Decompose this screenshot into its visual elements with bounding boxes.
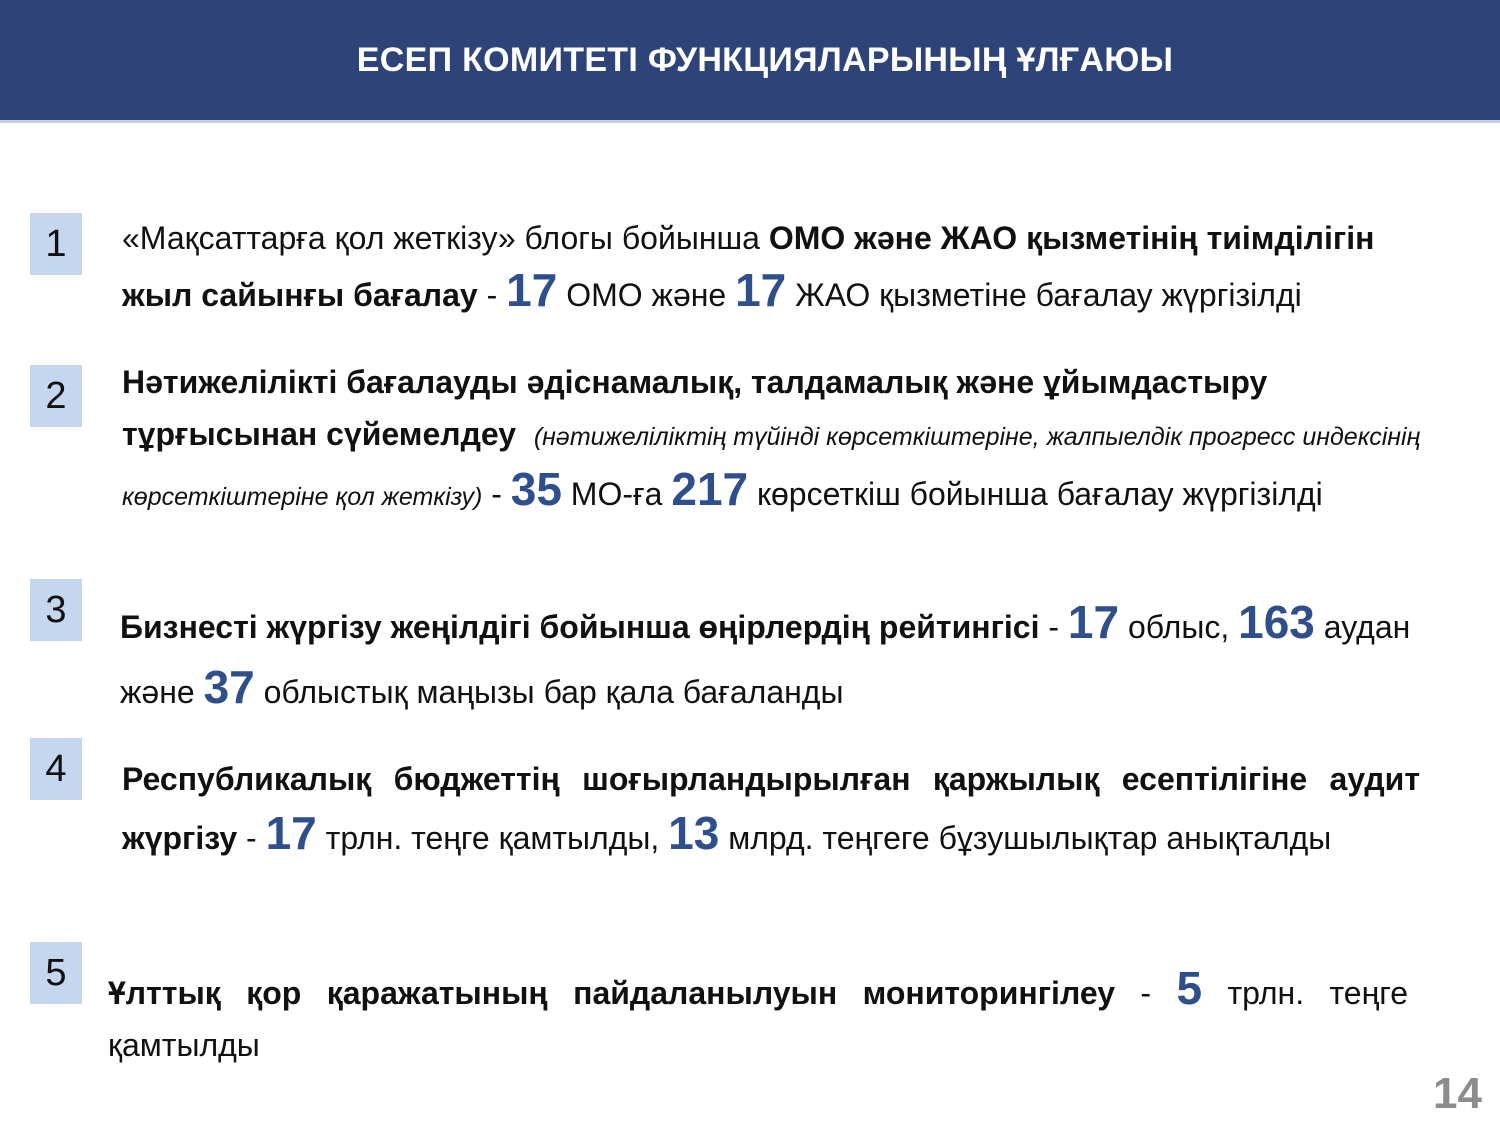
highlight-number: 17: [506, 264, 558, 316]
item-number-badge: 1: [30, 213, 82, 275]
slide-title: ЕСЕП КОМИТЕТІ ФУНКЦИЯЛАРЫНЫҢ ҰЛҒАЮЫ: [356, 40, 1174, 79]
list-item: Бизнесті жүргізу жеңілдігі бойынша өңірлердің рейтингісі - 17 облыс, 163 аудан және 37 облыстық маңызы бар қала бағаланды: [120, 596, 1411, 713]
list-item: Нәтижелілікті бағалауды әдіснамалық, талдамалық және ұйымдастыру тұрғысынан сүйемелдеу (нәтижеліліктің түйінді көрсеткіштеріне, жалпыелдік прогресс индексінің көрсеткіштеріне қол жеткізу) - 35 МО-ға 217 көрсеткіш бойынша бағалау жүргізілді: [122, 364, 1421, 515]
list-item: «Мақсаттарға қол жеткізу» блогы бойынша ОМО және ЖАО қызметінің тиімділігін жыл сайынғы бағалау - 17 ОМО және 17 ЖАО қызметіне бағалау жүргізілді: [122, 220, 1375, 316]
item-italic-note: (нәтижеліліктің түйінді көрсеткіштеріне, жалпыелдік прогресс индексінің көрсеткіштеріне қол жеткізу): [122, 423, 1421, 511]
item-bold-text: Ұлттық қор қаражатының пайдаланылуын мониторингілеу: [108, 975, 1116, 1011]
item-bold-text: Бизнесті жүргізу жеңілдігі бойынша өңірлердің рейтингісі: [120, 609, 1040, 645]
highlight-number: 217: [671, 463, 749, 515]
list-item: Ұлттық қор қаражатының пайдаланылуын мониторингілеу - 5 трлн. теңге қамтылды: [108, 962, 1409, 1063]
item-number-badge: 5: [30, 942, 82, 1004]
highlight-number: 5: [1176, 962, 1203, 1014]
slide-header: [0, 0, 1500, 123]
item-number-badge: 3: [30, 579, 82, 641]
highlight-number: 17: [1067, 596, 1120, 648]
highlight-number: 17: [735, 264, 787, 316]
item-number-badge: 2: [30, 365, 82, 427]
item-bold-text: Республикалық бюджеттің шоғырландырылған қаржылық есептілігіне аудит жүргізу: [122, 761, 1420, 856]
highlight-number: 13: [668, 807, 720, 859]
page-number: 14: [1433, 1069, 1482, 1118]
highlight-number: 37: [203, 661, 255, 713]
list-item: Республикалық бюджеттің шоғырландырылған қаржылық есептілігіне аудит жүргізу - 17 трлн. теңге қамтылды, 13 млрд. теңгеге бұзушылықтар анықталды: [122, 761, 1420, 859]
highlight-number: 17: [265, 807, 317, 859]
item-bold-text: ОМО және ЖАО қызметінің тиімділігін жыл сайынғы бағалау: [122, 220, 1375, 313]
item-number-badge: 4: [30, 738, 82, 800]
highlight-number: 163: [1238, 596, 1315, 648]
highlight-number: 35: [510, 463, 562, 515]
item-bold-text: Нәтижелілікті бағалауды әдіснамалық, талдамалық және ұйымдастыру тұрғысынан сүйемелдеу: [122, 364, 1268, 452]
